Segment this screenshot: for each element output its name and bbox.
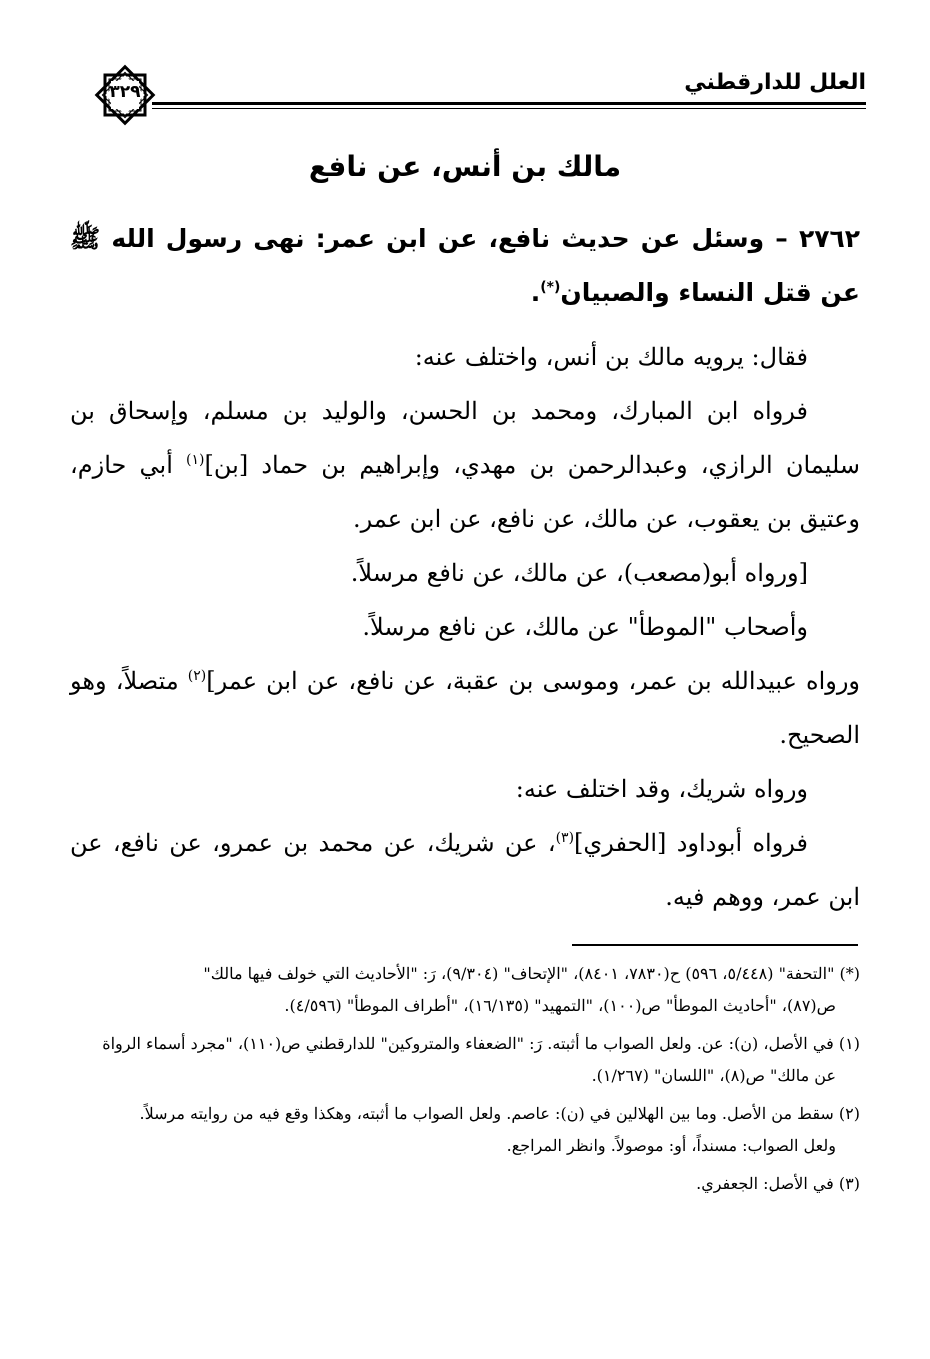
paragraph-6: ورواه شريك، وقد اختلف عنه: xyxy=(515,775,808,803)
footnote-2: (٢) سقط من الأصل. وما بين الهلالين في (ن): عاصم. ولعل الصواب ما أثبته، وهكذا وقع فيه من روايته مرسلاً. ولعل الصواب: مسنداً، أو: موصولاً. وانظر المراجع. xyxy=(139,1104,860,1155)
question-text: ٢٧٦٢ – وسئل عن حديث نافع، عن ابن عمر: نهى رسول الله ﷺ عن قتل النساء والصبيان xyxy=(70,224,860,307)
question-paragraph xyxy=(70,212,860,320)
section-heading: مالك بن أنس، عن نافع xyxy=(308,150,622,183)
header-rule-thin xyxy=(152,108,866,109)
header-rule-thick xyxy=(152,102,866,105)
footnote-separator xyxy=(572,944,858,946)
page-number-badge xyxy=(92,64,158,126)
footnote-3: (٣) في الأصل: الجعفري. xyxy=(696,1174,860,1193)
footnote-ref-3[interactable]: (٣) xyxy=(555,830,575,846)
paragraph-1: فقال: يرويه مالك بن أنس، واختلف عنه: xyxy=(414,343,808,371)
footnote-star: (*) "التحفة" (٥/٤٤٨، ٥٩٦) ح(٧٨٣٠، ٨٤٠١)، "الإتحاف" (٩/٣٠٤)، رَ: "الأحاديث التي خولف فيها مالك" ص(٨٧)، "أحاديث الموطأ" ص(١٠٠)، "التمهيد" (١٦/١٣٥)، "أطراف الموطأ" (٤/٥٩٦). xyxy=(203,964,860,1015)
footnotes xyxy=(70,958,860,1206)
paragraph-7: فرواه أبوداود [الحفري]$^{(٣)}$، عن شريك، عن محمد بن عمرو، عن نافع، عن ابن عمر، ووهم فيه. xyxy=(70,829,860,911)
main-text xyxy=(70,212,860,924)
footnote-1: (١) في الأصل، (ن): عن. ولعل الصواب ما أثبته. رَ: "الضعفاء والمتروكين" للدارقطني ص(١١٠)، "مجرد أسماء الرواة عن مالك" ص(٨)، "اللسان" (١/٢٦٧). xyxy=(102,1034,860,1085)
footnote-ref-1[interactable]: (١) xyxy=(186,452,205,468)
paragraph-4: وأصحاب "الموطأ" عن مالك، عن نافع مرسلاً. xyxy=(362,613,808,641)
running-title: العلل للدارقطني xyxy=(684,70,866,95)
footnote-ref-2[interactable]: (٢) xyxy=(187,668,207,684)
paragraph-5: ورواه عبيدالله بن عمر، وموسى بن عقبة، عن نافع، عن ابن عمر]$^{(٢)}$ متصلاً، وهو الصحيح. xyxy=(70,667,861,749)
paragraph-2: فرواه ابن المبارك، ومحمد بن الحسن، والوليد بن مسلم، وإسحاق بن سليمان الرازي، وعبدالرحمن بن مهدي، وإبراهيم بن حماد [بن]$^{(١)}$ أبي حازم، وعتيق بن يعقوب، عن مالك، عن نافع، عن ابن عمر. xyxy=(70,397,861,533)
question-end: . xyxy=(530,278,541,307)
page-number: ٣٢٩ xyxy=(109,82,141,102)
page-header xyxy=(92,64,866,126)
question-note-marker: (*) xyxy=(540,279,561,296)
paragraph-3: [ورواه أبو(مصعب)، عن مالك، عن نافع مرسلاً. xyxy=(350,559,808,587)
